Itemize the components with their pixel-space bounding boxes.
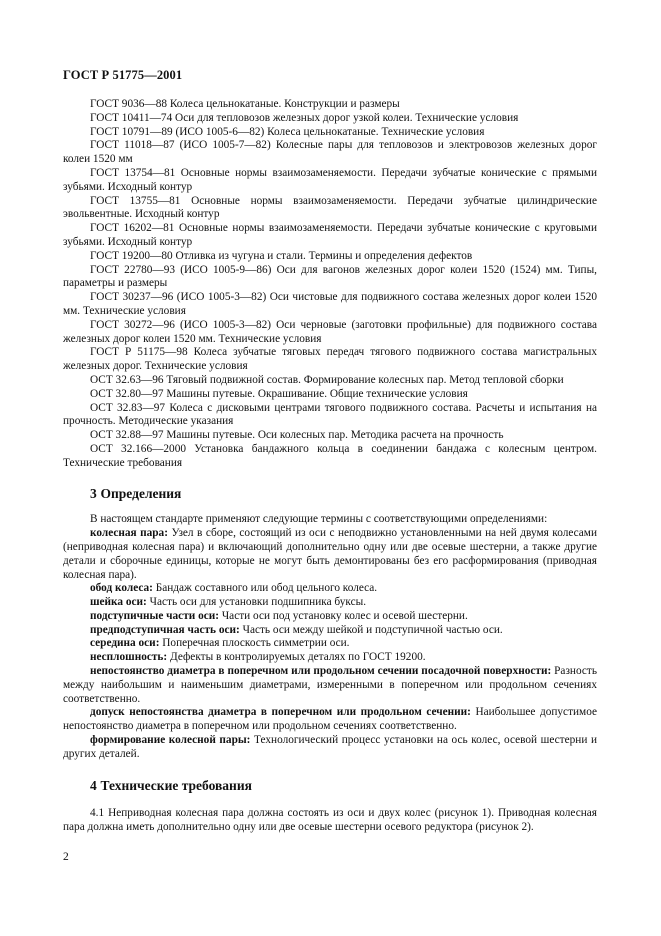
definition-term: допуск непостоянства диаметра в поперечном или продольном сечении: [90, 706, 471, 719]
definition-item [63, 651, 597, 665]
section-4-title: Технические требования [100, 777, 252, 793]
reference-item: ГОСТ 13755—81 Основные нормы взаимозаменяемости. Передачи зубчатые цилиндрические эвольвентные. Исходный контур [63, 194, 597, 221]
definition-text: Дефекты в контролируемых деталях по ГОСТ 19200. [167, 651, 426, 664]
definition-item [63, 527, 597, 582]
document-header: ГОСТ Р 51775—2001 [63, 68, 183, 82]
definition-item [63, 610, 597, 624]
reference-item: ГОСТ 9036—88 Колеса цельнокатаные. Конструкции и размеры [90, 98, 400, 110]
definition-text: Поперечная плоскость симметрии оси. [159, 637, 350, 650]
section-4-number: 4 [90, 777, 97, 793]
reference-item: ГОСТ 13754—81 Основные нормы взаимозаменяемости. Передачи зубчатые конические с прямыми зубьями. Исходный контур [63, 166, 597, 193]
definition-text: Технологический процесс установки на ось колес, осевой шестерни и других деталей. [63, 734, 597, 760]
definition-text: Разность между наибольшим и наименьшим диаметрами, измеренными в поперечном или продольном сечениях соответственно. [63, 665, 597, 705]
reference-item: ГОСТ 10411—74 Оси для тепловозов железных дорог узкой колеи. Технические условия [90, 111, 519, 124]
definition-item [63, 596, 597, 610]
definition-text: Часть оси для установки подшипника буксы. [146, 596, 367, 609]
definition-term: предподступичная часть оси: [90, 623, 240, 636]
reference-item: ГОСТ 30237—96 (ИСО 1005-3—82) Оси чистовые для подвижного состава железных дорог колеи 1520 мм. Технические условия [63, 291, 597, 317]
definition-term: середина оси: [90, 637, 160, 650]
references-list [63, 98, 597, 471]
reference-item: ОСТ 32.80—97 Машины путевые. Окрашивание. Общие технические условия [90, 387, 468, 400]
reference-item: ГОСТ 19200—80 Отливка из чугуна и стали. Термины и определения дефектов [90, 249, 473, 262]
reference-item: ГОСТ 22780—93 (ИСО 1005-9—86) Оси для вагонов железных дорог колеи 1520 (1524) мм. Типы, параметры и размеры [63, 263, 597, 290]
definition-text: Бандаж составного или обод цельного колеса. [152, 582, 378, 595]
reference-item: ОСТ 32.63—96 Тяговый подвижной состав. Формирование колесных пар. Метод тепловой сборки [90, 373, 564, 386]
page-content [63, 98, 597, 835]
reference-item: ГОСТ 30272—96 (ИСО 1005-3—82) Оси черновые (заготовки профильные) для подвижного состава железных дорог колеи 1520 мм. Технические условия [63, 318, 597, 345]
definition-item [63, 624, 597, 638]
definition-item [63, 706, 597, 734]
definition-text: Части оси под установку колес и осевой шестерни. [219, 609, 468, 622]
reference-item: ГОСТ 16202—81 Основные нормы взаимозаменяемости. Передачи зубчатые конические с круговыми зубьями. Исходный контур [63, 222, 597, 248]
reference-item: ГОСТ Р 51175—98 Колеса зубчатые тяговых передач тягового подвижного состава магистральных железных дорог. Технические условия [63, 346, 597, 373]
section-4-heading [63, 779, 597, 793]
section-3-heading [63, 487, 597, 501]
definition-item [63, 734, 597, 762]
definitions-list [63, 513, 597, 761]
definition-term: непостоянство диаметра в поперечном или продольном сечении посадочной поверхности: [90, 665, 552, 678]
reference-item: ГОСТ 10791—89 (ИСО 1005-6—82) Колеса цельнокатаные. Технические условия [90, 125, 485, 138]
definition-item [63, 637, 597, 651]
definition-term: формирование колесной пары: [90, 734, 251, 747]
reference-item: ОСТ 32.166—2000 Установка бандажного кольца в соединении бандажа с колесным центром. Технические требования [63, 442, 597, 469]
definition-text: Узел в сборе, состоящий из оси с неподвижно установленными на ней двумя колесами (неприводная колесная пара) и включающий дополнительно одну или две осевые шестерни, а также другие детали и сборочные единицы, которые не могут быть демонтированы без его расформирования (приводная колесная пара). [63, 527, 597, 581]
section-3-number: 3 [90, 485, 97, 501]
reference-item: ОСТ 32.88—97 Машины путевые. Оси колесных пар. Методика расчета на прочность [90, 429, 504, 442]
definition-term: колесная пара: [90, 527, 168, 540]
section-4-paragraph: 4.1 Неприводная колесная пара должна состоять из оси и двух колес (рисунок 1). Приводная колесная пара должна иметь дополнительно одну или две осевые шестерни осевого редуктора (рисунок 2). [63, 807, 597, 834]
definitions-intro: В настоящем стандарте применяют следующие термины с соответствующими определениями: [90, 513, 548, 526]
definition-text: Наибольшее допустимое непостоянство диаметра в поперечном или продольном сечениях соответственно. [63, 706, 597, 733]
page-number: 2 [63, 851, 69, 863]
reference-item: ГОСТ 11018—87 (ИСО 1005-7—82) Колесные пары для тепловозов и электровозов железных дорог колеи 1520 мм [63, 139, 597, 166]
definition-item [63, 665, 597, 706]
definition-term: несплошность: [90, 651, 168, 664]
reference-item: ОСТ 32.83—97 Колеса с дисковыми центрами тягового подвижного состава. Расчеты и испытания на прочность. Методические указания [63, 401, 597, 428]
definition-item [63, 582, 597, 596]
definition-term: обод колеса: [90, 582, 153, 595]
definition-term: шейка оси: [90, 596, 147, 609]
definition-term: подступичные части оси: [90, 609, 220, 622]
definition-text: Часть оси между шейкой и подступичной частью оси. [239, 623, 503, 636]
section-3-title: Определения [100, 485, 182, 501]
